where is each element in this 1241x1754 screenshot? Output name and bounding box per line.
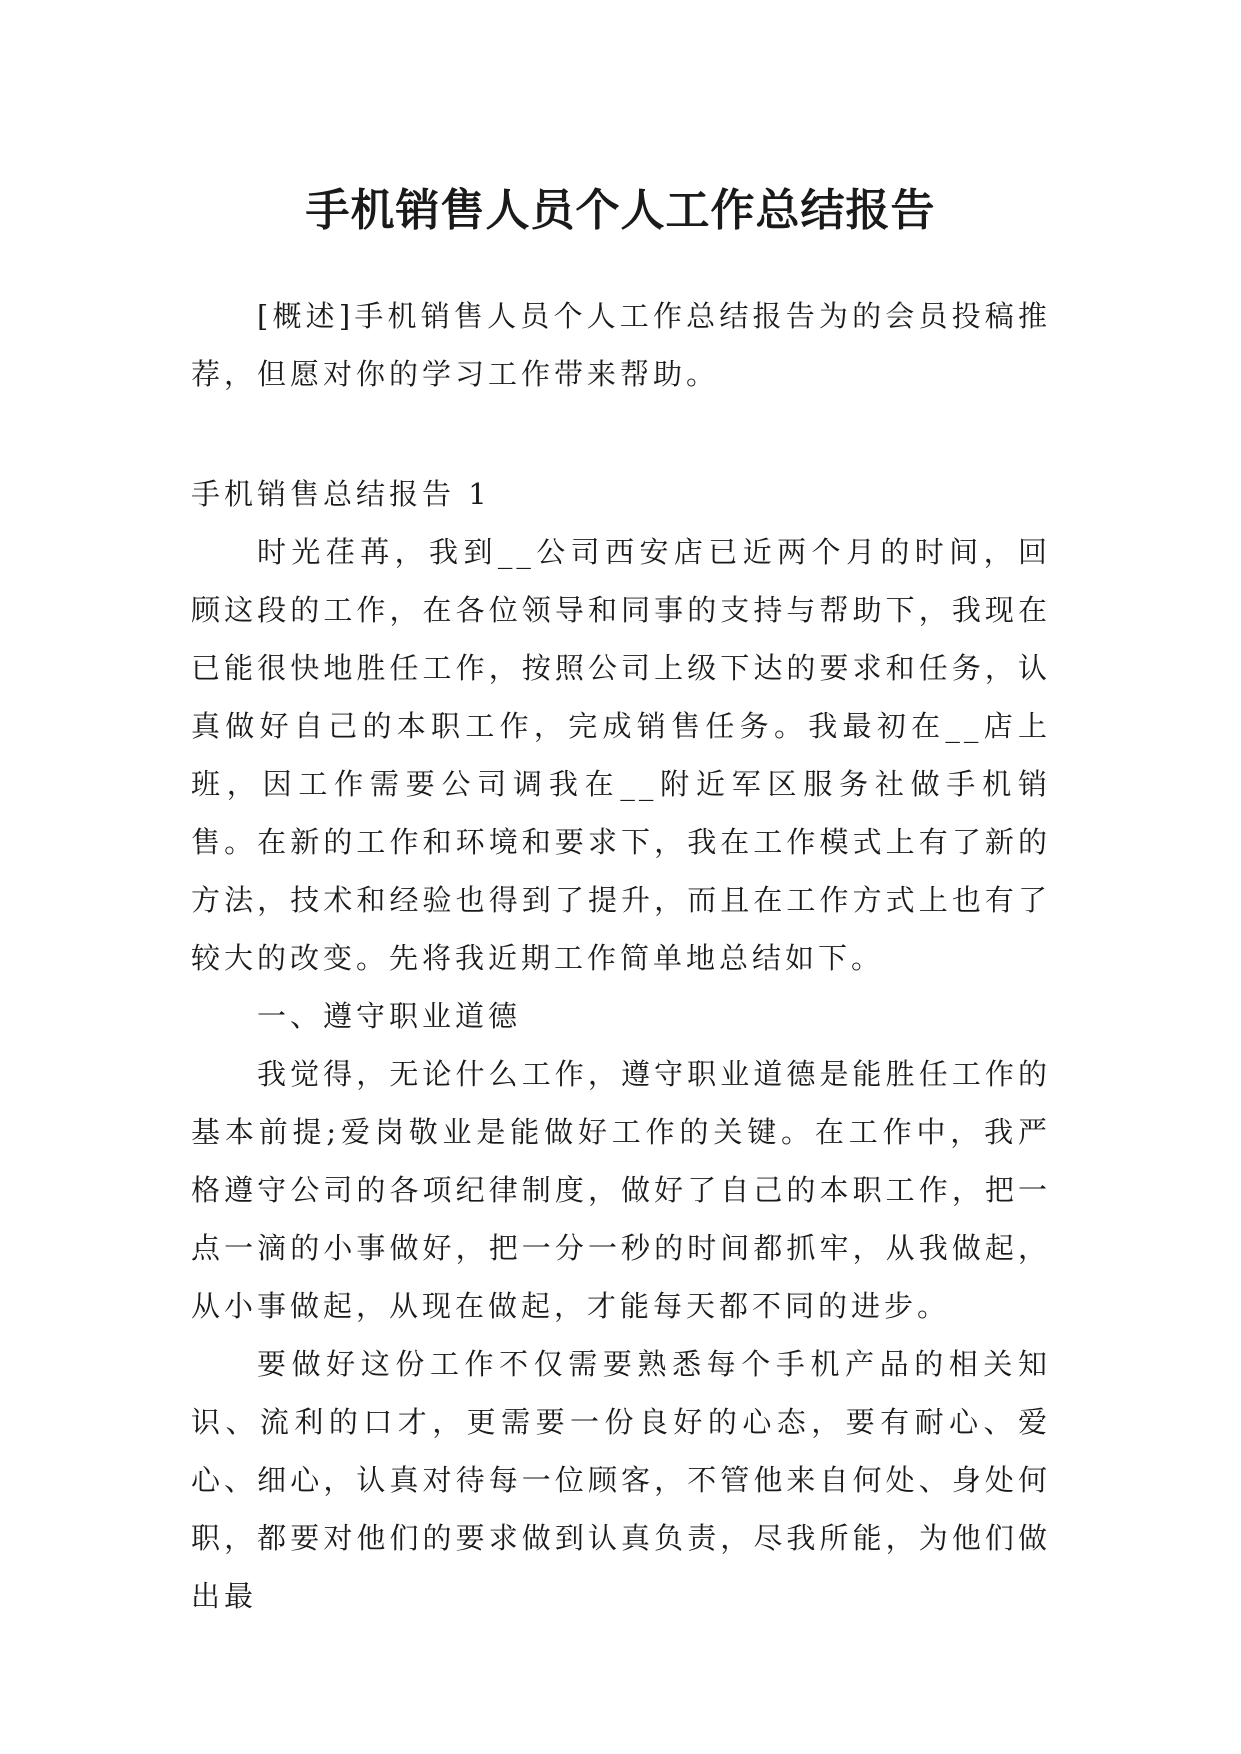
- paragraph-1: 时光荏苒，我到__公司西安店已近两个月的时间，回顾这段的工作，在各位领导和同事的支持与帮助下，我现在已能很快地胜任工作，按照公司上级下达的要求和任务，认真做好自己的本职工作，完成销售任务。我最初在__店上班，因工作需要公司调我在__附近军区服务社做手机销售。在新的工作和环境和要求下，我在工作模式上有了新的方法，技术和经验也得到了提升，而且在工作方式上也有了较大的改变。先将我近期工作简单地总结如下。: [191, 535, 1051, 975]
- page-title: 手机销售人员个人工作总结报告: [305, 185, 936, 237]
- summary-paragraph: [概述]手机销售人员个人工作总结报告为的会员投稿推荐，但愿对你的学习工作带来帮助。: [191, 299, 1051, 391]
- subheading-1: 一、遵守职业道德: [257, 999, 522, 1033]
- section-title: 手机销售总结报告 1: [191, 477, 491, 511]
- paragraph-2: 我觉得，无论什么工作，遵守职业道德是能胜任工作的基本前提;爱岗敬业是能做好工作的关键。在工作中，我严格遵守公司的各项纪律制度，做好了自己的本职工作，把一点一滴的小事做好，把一分一秒的时间都抓牢，从我做起，从小事做起，从现在做起，才能每天都不同的进步。: [191, 1057, 1051, 1323]
- paragraph-3: 要做好这份工作不仅需要熟悉每个手机产品的相关知识、流利的口才，更需要一份良好的心态，要有耐心、爱心、细心，认真对待每一位顾客，不管他来自何处、身处何职，都要对他们的要求做到认真负责，尽我所能，为他们做出最: [191, 1347, 1051, 1613]
